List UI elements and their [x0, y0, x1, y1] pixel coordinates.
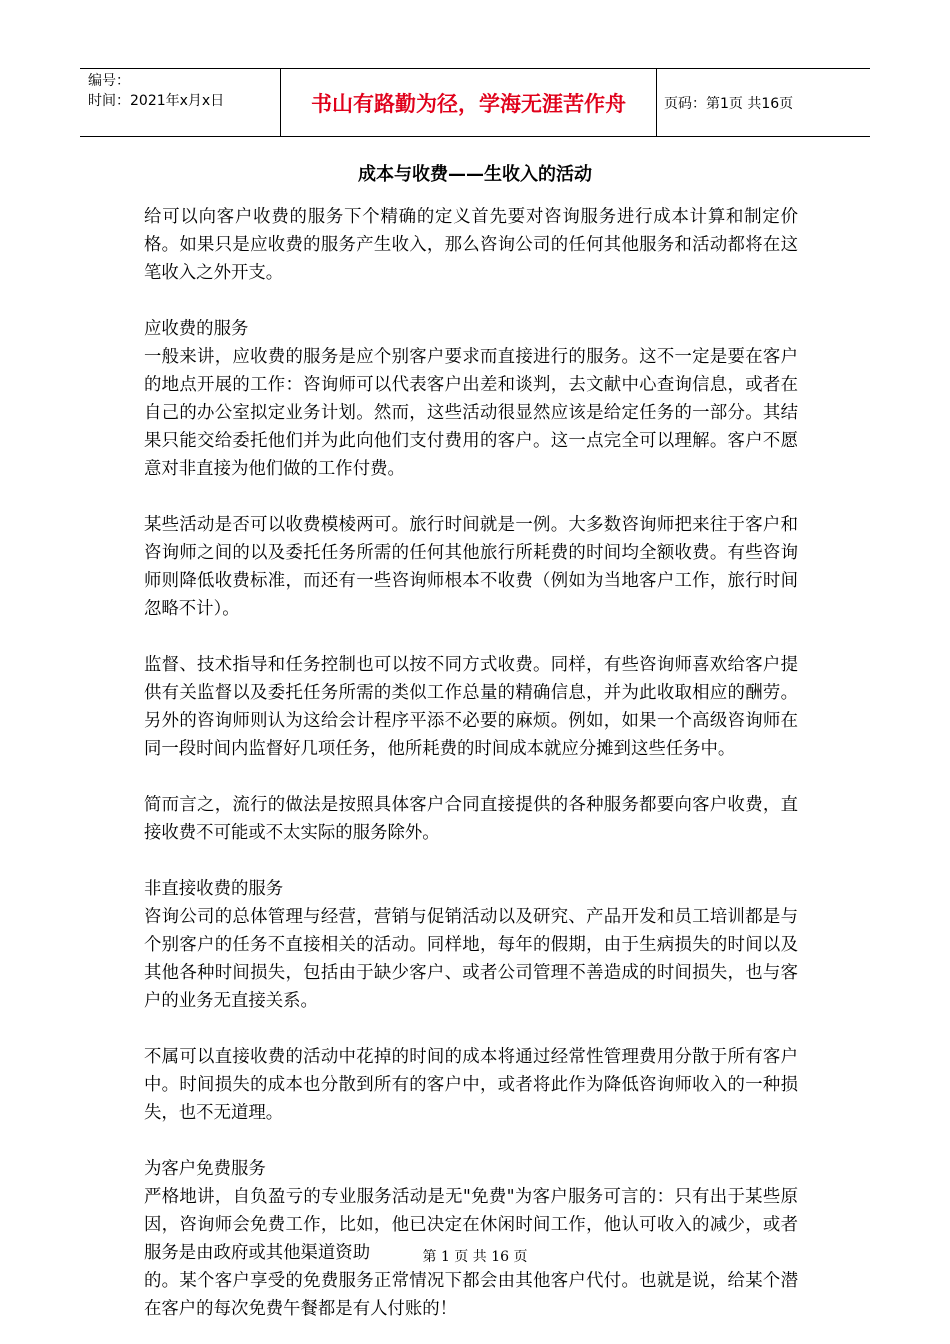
document-date: 时间：2021年x月x日: [88, 93, 225, 109]
paragraph: 简而言之，流行的做法是按照具体客户合同直接提供的各种服务都要向客户收费，直接收费不可能或不太实际的服务除外。: [144, 795, 798, 843]
header-meta: [88, 71, 278, 111]
header-slogan: 书山有路勤为径，学海无涯苦作舟: [311, 91, 626, 116]
paragraph: 严格地讲，自负盈亏的专业服务活动是无"免费"为客户服务可言的：只有出于某些原因，咨询师会免费工作，比如，他已决定在休闲时间工作，他认可收入的减少，或者服务是由政府或其他渠道资助: [144, 1187, 798, 1263]
section-heading: 为客户免费服务: [144, 1159, 266, 1179]
document-body: [144, 203, 798, 1323]
paragraph: 一般来讲，应收费的服务是应个别客户要求而直接进行的服务。这不一定是要在客户的地点开展的工作：咨询师可以代表客户出差和谈判，去文献中心查询信息，或者在自己的办公室拟定业务计划。然而，这些活动很显然应该是给定任务的一部分。其结果只能交给委托他们并为此向他们支付费用的客户。这一点完全可以理解。客户不愿意对非直接为他们做的工作付费。: [144, 347, 798, 479]
page-footer: 第 1 页 共 16 页: [422, 1249, 528, 1265]
paragraph: 监督、技术指导和任务控制也可以按不同方式收费。同样，有些咨询师喜欢给客户提供有关监督以及委托任务所需的类似工作总量的精确信息，并为此收取相应的酬劳。另外的咨询师则认为这给会计程序平添不必要的麻烦。例如，如果一个高级咨询师在同一段时间内监督好几项任务，他所耗费的时间成本就应分摊到这些任务中。: [144, 655, 798, 759]
section-heading: 非直接收费的服务: [144, 879, 284, 899]
paragraph: 的。某个客户享受的免费服务正常情况下都会由其他客户代付。也就是说，给某个潜在客户的每次免费午餐都是有人付账的！: [144, 1271, 798, 1319]
paragraph: 给可以向客户收费的服务下个精确的定义首先要对咨询服务进行成本计算和制定价格。如果只是应收费的服务产生收入，那么咨询公司的任何其他服务和活动都将在这笔收入之外开支。: [144, 207, 798, 283]
document-number-label: 编号：: [88, 73, 130, 89]
paragraph: 不属可以直接收费的活动中花掉的时间的成本将通过经常性管理费用分散于所有客户中。时间损失的成本也分散到所有的客户中，或者将此作为降低咨询师收入的一种损失，也不无道理。: [144, 1047, 798, 1123]
paragraph: 某些活动是否可以收费模棱两可。旅行时间就是一例。大多数咨询师把来往于客户和咨询师之间的以及委托任务所需的任何其他旅行所耗费的时间均全额收费。有些咨询师则降低收费标准，而还有一些咨询师根本不收费（例如为当地客户工作，旅行时间忽略不计）。: [144, 515, 798, 619]
header-page-info: 页码：第1页 共16页: [664, 96, 794, 112]
page-header: [80, 68, 870, 137]
header-divider: [656, 69, 657, 136]
document-title: 成本与收费——生收入的活动: [358, 164, 592, 185]
section-heading: 应收费的服务: [144, 319, 249, 339]
paragraph: 咨询公司的总体管理与经营，营销与促销活动以及研究、产品开发和员工培训都是与个别客户的任务不直接相关的活动。同样地，每年的假期，由于生病损失的时间以及其他各种时间损失，包括由于缺少客户、或者公司管理不善造成的时间损失，也与客户的业务无直接关系。: [144, 907, 798, 1011]
